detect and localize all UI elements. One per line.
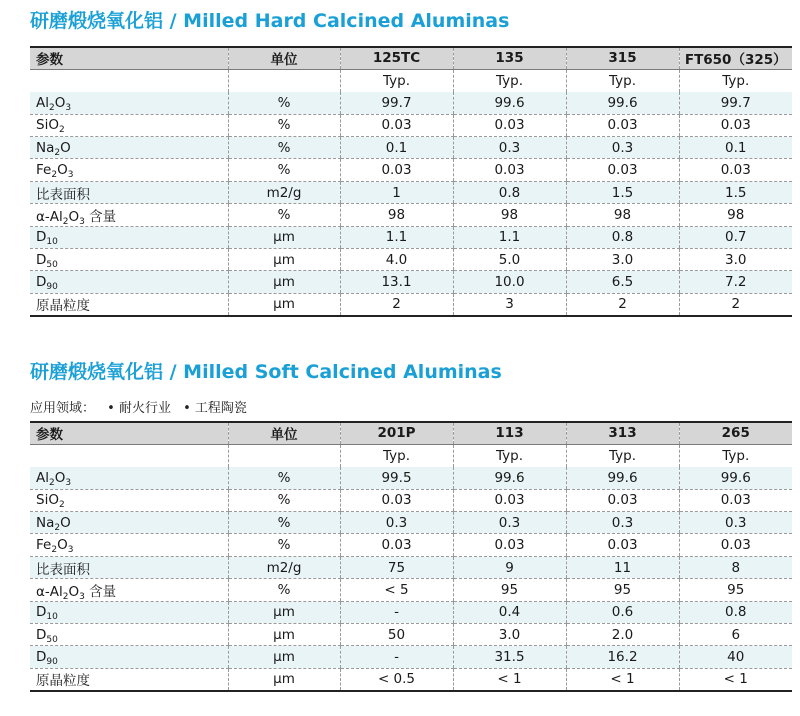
param-label (30, 204, 228, 226)
param-subscript: 3 (79, 216, 85, 227)
header-grade: 315 (566, 47, 679, 69)
unit-cell: % (228, 467, 340, 489)
value-cell: 6.5 (566, 271, 679, 293)
param-subscript: 3 (79, 591, 85, 602)
application-line (30, 397, 255, 416)
value-cell: 3.0 (453, 624, 566, 646)
typ-cell (30, 69, 228, 91)
table-body-hard (30, 92, 792, 316)
value-cell: 0.03 (453, 114, 566, 136)
param-text: D (36, 626, 47, 643)
value-cell: 0.03 (679, 159, 792, 181)
header-param: 参数 (30, 47, 228, 69)
value-cell: - (340, 646, 453, 668)
table-row (30, 512, 792, 534)
table-row (30, 668, 792, 690)
table-header-row (30, 47, 792, 69)
value-cell: 95 (453, 579, 566, 601)
value-cell: < 5 (340, 579, 453, 601)
param-label (30, 293, 228, 315)
value-cell: 1.5 (679, 181, 792, 203)
unit-cell: % (228, 159, 340, 181)
value-cell: 0.03 (453, 534, 566, 556)
value-cell: 75 (340, 556, 453, 578)
header-grade: 265 (679, 422, 792, 444)
param-label (30, 137, 228, 159)
value-cell: 0.1 (340, 137, 453, 159)
param-text: SiO (36, 492, 59, 509)
typ-cell: Typ. (566, 69, 679, 91)
value-cell: 0.03 (566, 159, 679, 181)
value-cell: 99.7 (679, 92, 792, 114)
table-row (30, 159, 792, 181)
value-cell: 8 (679, 556, 792, 578)
value-cell: 9 (453, 556, 566, 578)
header-grade: 135 (453, 47, 566, 69)
value-cell: 0.1 (679, 137, 792, 159)
unit-cell: m2/g (228, 181, 340, 203)
value-cell: 0.03 (340, 489, 453, 511)
param-subscript: 50 (46, 259, 58, 270)
header-unit: 单位 (228, 422, 340, 444)
value-cell: 0.3 (566, 137, 679, 159)
param-text: Fe (36, 537, 52, 554)
unit-cell: μm (228, 646, 340, 668)
param-label (30, 467, 228, 489)
value-cell: < 1 (453, 668, 566, 690)
param-subscript: 2 (54, 147, 61, 158)
value-cell: 99.6 (566, 92, 679, 114)
value-cell: 0.3 (340, 512, 453, 534)
table-soft (30, 421, 792, 692)
param-text: O (57, 537, 68, 554)
table-row (30, 92, 792, 114)
value-cell: 0.03 (566, 114, 679, 136)
value-cell: 98 (340, 204, 453, 226)
param-subscript: 2 (58, 125, 65, 136)
table-row (30, 226, 792, 248)
unit-cell: m2/g (228, 556, 340, 578)
value-cell: 3 (453, 293, 566, 315)
param-text: 原晶粒度 (36, 298, 90, 315)
table-row (30, 601, 792, 623)
param-text: O (60, 514, 71, 531)
typ-cell (30, 444, 228, 466)
value-cell: 2 (340, 293, 453, 315)
param-label (30, 512, 228, 534)
param-text: Fe (36, 162, 52, 179)
value-cell: 98 (566, 204, 679, 226)
unit-cell: % (228, 534, 340, 556)
value-cell: 0.03 (679, 534, 792, 556)
unit-cell: μm (228, 293, 340, 315)
param-text: Al (36, 469, 49, 486)
table-hard (30, 46, 792, 317)
param-label (30, 579, 228, 601)
value-cell: 0.3 (566, 512, 679, 534)
value-cell: 95 (566, 579, 679, 601)
param-text: 比表面积 (36, 186, 90, 203)
typ-cell: Typ. (453, 69, 566, 91)
param-subscript: 10 (46, 237, 58, 248)
value-cell: 2 (679, 293, 792, 315)
param-text: D (36, 649, 47, 666)
value-cell: < 1 (679, 668, 792, 690)
value-cell: 7.2 (679, 271, 792, 293)
param-subscript: 3 (67, 545, 74, 556)
application-item: • 工程陶瓷 (183, 401, 247, 416)
param-text: Na (36, 139, 55, 156)
value-cell: 0.7 (679, 226, 792, 248)
table-row (30, 489, 792, 511)
param-subscript: 2 (51, 170, 58, 181)
param-text: O (54, 469, 66, 486)
param-text: D (36, 274, 47, 291)
header-grade: FT650（325） (679, 47, 792, 69)
typ-cell (228, 69, 340, 91)
table-row (30, 137, 792, 159)
value-cell: 0.3 (453, 512, 566, 534)
value-cell: 99.6 (453, 92, 566, 114)
value-cell: 98 (679, 204, 792, 226)
unit-cell: % (228, 204, 340, 226)
value-cell: 0.03 (453, 489, 566, 511)
value-cell: 99.7 (340, 92, 453, 114)
value-cell: 95 (679, 579, 792, 601)
value-cell: 0.03 (566, 489, 679, 511)
typ-cell (228, 444, 340, 466)
unit-cell: μm (228, 226, 340, 248)
typ-cell: Typ. (340, 444, 453, 466)
unit-cell: % (228, 92, 340, 114)
value-cell: 6 (679, 624, 792, 646)
param-label (30, 114, 228, 136)
param-label (30, 624, 228, 646)
typ-row (30, 444, 792, 466)
table-header-row (30, 422, 792, 444)
header-unit: 单位 (228, 47, 340, 69)
param-subscript: 3 (67, 170, 74, 181)
param-label (30, 601, 228, 623)
param-subscript: 3 (65, 102, 72, 113)
param-label (30, 489, 228, 511)
typ-cell: Typ. (340, 69, 453, 91)
application-item: • 耐火行业 (107, 401, 171, 416)
param-text: O (68, 583, 80, 600)
value-cell: - (340, 601, 453, 623)
param-text: Na (36, 514, 55, 531)
table-row (30, 556, 792, 578)
value-cell: 0.8 (566, 226, 679, 248)
param-text: α-Al (36, 208, 63, 225)
value-cell: 0.6 (566, 601, 679, 623)
value-cell: 3.0 (679, 249, 792, 271)
unit-cell: μm (228, 249, 340, 271)
param-text: α-Al (36, 583, 63, 600)
section-title-hard: 研磨煅烧氧化铝 / Milled Hard Calcined Aluminas (30, 10, 510, 32)
typ-row (30, 69, 792, 91)
param-text: O (60, 139, 71, 156)
unit-cell: % (228, 579, 340, 601)
table-row (30, 624, 792, 646)
value-cell: 0.03 (679, 114, 792, 136)
param-text: 含量 (84, 208, 117, 225)
param-label (30, 92, 228, 114)
param-subscript: 2 (62, 216, 69, 227)
value-cell: 31.5 (453, 646, 566, 668)
param-text: O (54, 94, 66, 111)
table-row (30, 534, 792, 556)
table-row (30, 579, 792, 601)
param-subscript: 3 (65, 477, 72, 488)
table-row (30, 467, 792, 489)
param-subscript: 2 (49, 102, 55, 113)
param-subscript: 50 (46, 634, 58, 645)
param-label (30, 181, 228, 203)
value-cell: 99.6 (566, 467, 679, 489)
value-cell: 0.3 (679, 512, 792, 534)
value-cell: 4.0 (340, 249, 453, 271)
unit-cell: μm (228, 624, 340, 646)
value-cell: < 0.5 (340, 668, 453, 690)
param-text: 含量 (84, 583, 117, 600)
unit-cell: μm (228, 668, 340, 690)
param-text: O (68, 208, 80, 225)
value-cell: 13.1 (340, 271, 453, 293)
typ-cell: Typ. (566, 444, 679, 466)
typ-cell: Typ. (453, 444, 566, 466)
param-label (30, 249, 228, 271)
param-label (30, 556, 228, 578)
value-cell: 1.5 (566, 181, 679, 203)
param-text: SiO (36, 117, 59, 134)
table-row (30, 249, 792, 271)
value-cell: 0.8 (453, 181, 566, 203)
value-cell: 10.0 (453, 271, 566, 293)
param-label (30, 159, 228, 181)
value-cell: 99.6 (453, 467, 566, 489)
param-subscript: 2 (54, 522, 61, 533)
param-text: D (36, 604, 47, 621)
unit-cell: % (228, 489, 340, 511)
value-cell: 5.0 (453, 249, 566, 271)
param-text: 比表面积 (36, 561, 90, 578)
table-row (30, 181, 792, 203)
param-subscript: 2 (62, 591, 69, 602)
param-text: 原晶粒度 (36, 673, 90, 690)
application-label: 应用领域： (30, 401, 96, 416)
table-row (30, 204, 792, 226)
param-label (30, 646, 228, 668)
param-label (30, 271, 228, 293)
unit-cell: μm (228, 271, 340, 293)
param-subscript: 2 (58, 500, 65, 511)
param-label (30, 534, 228, 556)
value-cell: 99.5 (340, 467, 453, 489)
table-row (30, 114, 792, 136)
value-cell: 98 (453, 204, 566, 226)
table-row (30, 271, 792, 293)
param-subscript: 2 (51, 545, 58, 556)
value-cell: 16.2 (566, 646, 679, 668)
typ-cell: Typ. (679, 69, 792, 91)
header-grade: 313 (566, 422, 679, 444)
unit-cell: % (228, 512, 340, 534)
table-row (30, 646, 792, 668)
param-label (30, 226, 228, 248)
param-text: O (57, 162, 68, 179)
value-cell: 0.8 (679, 601, 792, 623)
param-subscript: 90 (46, 657, 58, 668)
unit-cell: % (228, 114, 340, 136)
value-cell: 0.3 (453, 137, 566, 159)
value-cell: 0.03 (453, 159, 566, 181)
value-cell: 40 (679, 646, 792, 668)
value-cell: 0.03 (340, 534, 453, 556)
value-cell: 50 (340, 624, 453, 646)
value-cell: 0.03 (340, 114, 453, 136)
table-body-soft (30, 467, 792, 691)
value-cell: 1 (340, 181, 453, 203)
header-grade: 113 (453, 422, 566, 444)
param-subscript: 2 (49, 477, 55, 488)
value-cell: 0.4 (453, 601, 566, 623)
table-row (30, 293, 792, 315)
section-title-soft: 研磨煅烧氧化铝 / Milled Soft Calcined Aluminas (30, 361, 502, 383)
header-grade: 201P (340, 422, 453, 444)
value-cell: 2.0 (566, 624, 679, 646)
typ-cell: Typ. (679, 444, 792, 466)
value-cell: 99.6 (679, 467, 792, 489)
value-cell: 0.03 (679, 489, 792, 511)
param-text: D (36, 229, 47, 246)
param-label (30, 668, 228, 690)
unit-cell: μm (228, 601, 340, 623)
value-cell: 2 (566, 293, 679, 315)
header-grade: 125TC (340, 47, 453, 69)
param-subscript: 90 (46, 282, 58, 293)
param-subscript: 10 (46, 612, 58, 623)
value-cell: < 1 (566, 668, 679, 690)
header-param: 参数 (30, 422, 228, 444)
value-cell: 3.0 (566, 249, 679, 271)
value-cell: 1.1 (340, 226, 453, 248)
value-cell: 0.03 (566, 534, 679, 556)
value-cell: 11 (566, 556, 679, 578)
param-text: D (36, 251, 47, 268)
value-cell: 1.1 (453, 226, 566, 248)
unit-cell: % (228, 137, 340, 159)
param-text: Al (36, 94, 49, 111)
value-cell: 0.03 (340, 159, 453, 181)
